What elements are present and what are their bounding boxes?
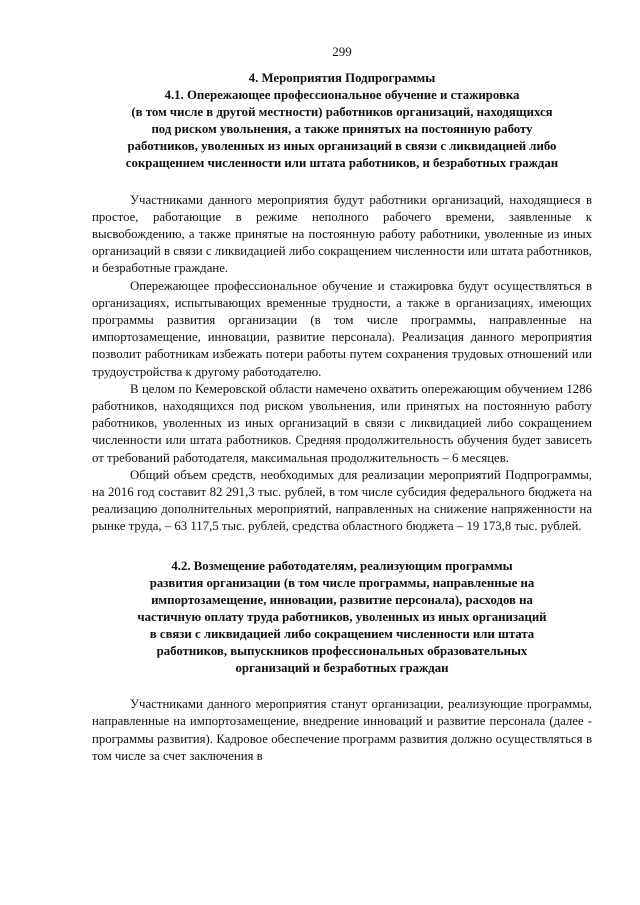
subsection-4-1-title-line: работников, уволенных из иных организаций в связи с ликвидацией либо (127, 139, 557, 154)
paragraph: Общий объем средств, необходимых для реализации мероприятий Подпрограммы, на 2016 год составит 82 291,3 тыс. рублей, в том числе субсидия федерального бюджета на реализацию дополнительных мероприятий, направленных на снижение напряженности на рынке труда, – 63 117,5 тыс. рублей, средства областного бюджета – 19 173,8 тыс. рублей. (92, 467, 592, 534)
subsection-4-2-title-line: 4.2. Возмещение работодателям, реализующим программы (171, 558, 513, 573)
subsection-4-2-title-line: развития организации (в том числе программы, направленные на (149, 575, 535, 590)
subsection-4-2-title-line: в связи с ликвидацией либо сокращением численности или штата (149, 627, 535, 641)
subsection-4-1-title-line: 4.1. Опережающее профессиональное обучение и стажировка (164, 88, 520, 103)
document-page (92, 0, 592, 765)
page-number: 299 (332, 44, 352, 59)
subsection-4-1-title-line: (в том числе в другой местности) работников организаций, находящихся (131, 105, 553, 120)
subsection-4-2-title-line: организаций и безработных граждан (235, 661, 449, 676)
paragraph: Участниками данного мероприятия будут работники организаций, находящиеся в простое, работающие в режиме неполного рабочего времени, заявленные к высвобождению, а также принятые на постоянную работу работники, уволенные из иных организаций в связи с ликвидацией либо сокращением численности или штата работников, и безработные граждане. (92, 192, 592, 276)
subsection-4-1-title-line: под риском увольнения, а также принятых на постоянную работу (151, 122, 533, 137)
paragraph: Участниками данного мероприятия станут организации, реализующие программы, направленные на импортозамещение, внедрение инноваций и развитие персонала (далее - программы развития). Кадровое обеспечение программ развития должно осуществляться в том числе за счет заключения в (92, 697, 592, 763)
section-spacer (92, 536, 592, 558)
section-heading-block (92, 70, 592, 173)
subsection-4-2-title-line: частичную оплату труда работников, уволенных из иных организаций (137, 609, 547, 624)
subsection-4-1-title-line: сокращением численности или штата работников, и безработных граждан (125, 156, 559, 171)
paragraph: Опережающее профессиональное обучение и стажировка будут осуществляться в организациях, испытывающих временные трудности, а также в организациях, имеющих программы развития организации (в том числе программы, направленные на импортозамещение, инновации, развитие персонала). Реализация данного мероприятия позволит работникам избежать потери работы путем сохранения трудовых отношений или трудоустройства к другому работодателю. (92, 278, 592, 379)
section-title: 4. Мероприятия Подпрограммы (248, 71, 436, 85)
subsection-4-2-title-line: работников, выпускников профессиональных образовательных (156, 644, 528, 659)
paragraph: В целом по Кемеровской области намечено охватить опережающим обучением 1286 работников, находящихся под риском увольнения, или принятых на постоянную работу работников, уволенных из иных организаций в связи с ликвидацией либо сокращением численности или штата работников. Средняя продолжительность обучения будет зависеть от требований работодателя, максимальная продолжительность – 6 месяцев. (92, 381, 592, 465)
subsection-heading-block (92, 558, 592, 678)
subsection-4-2-title-line: импортозамещение, инновации, развитие персонала), расходов на (151, 592, 533, 607)
